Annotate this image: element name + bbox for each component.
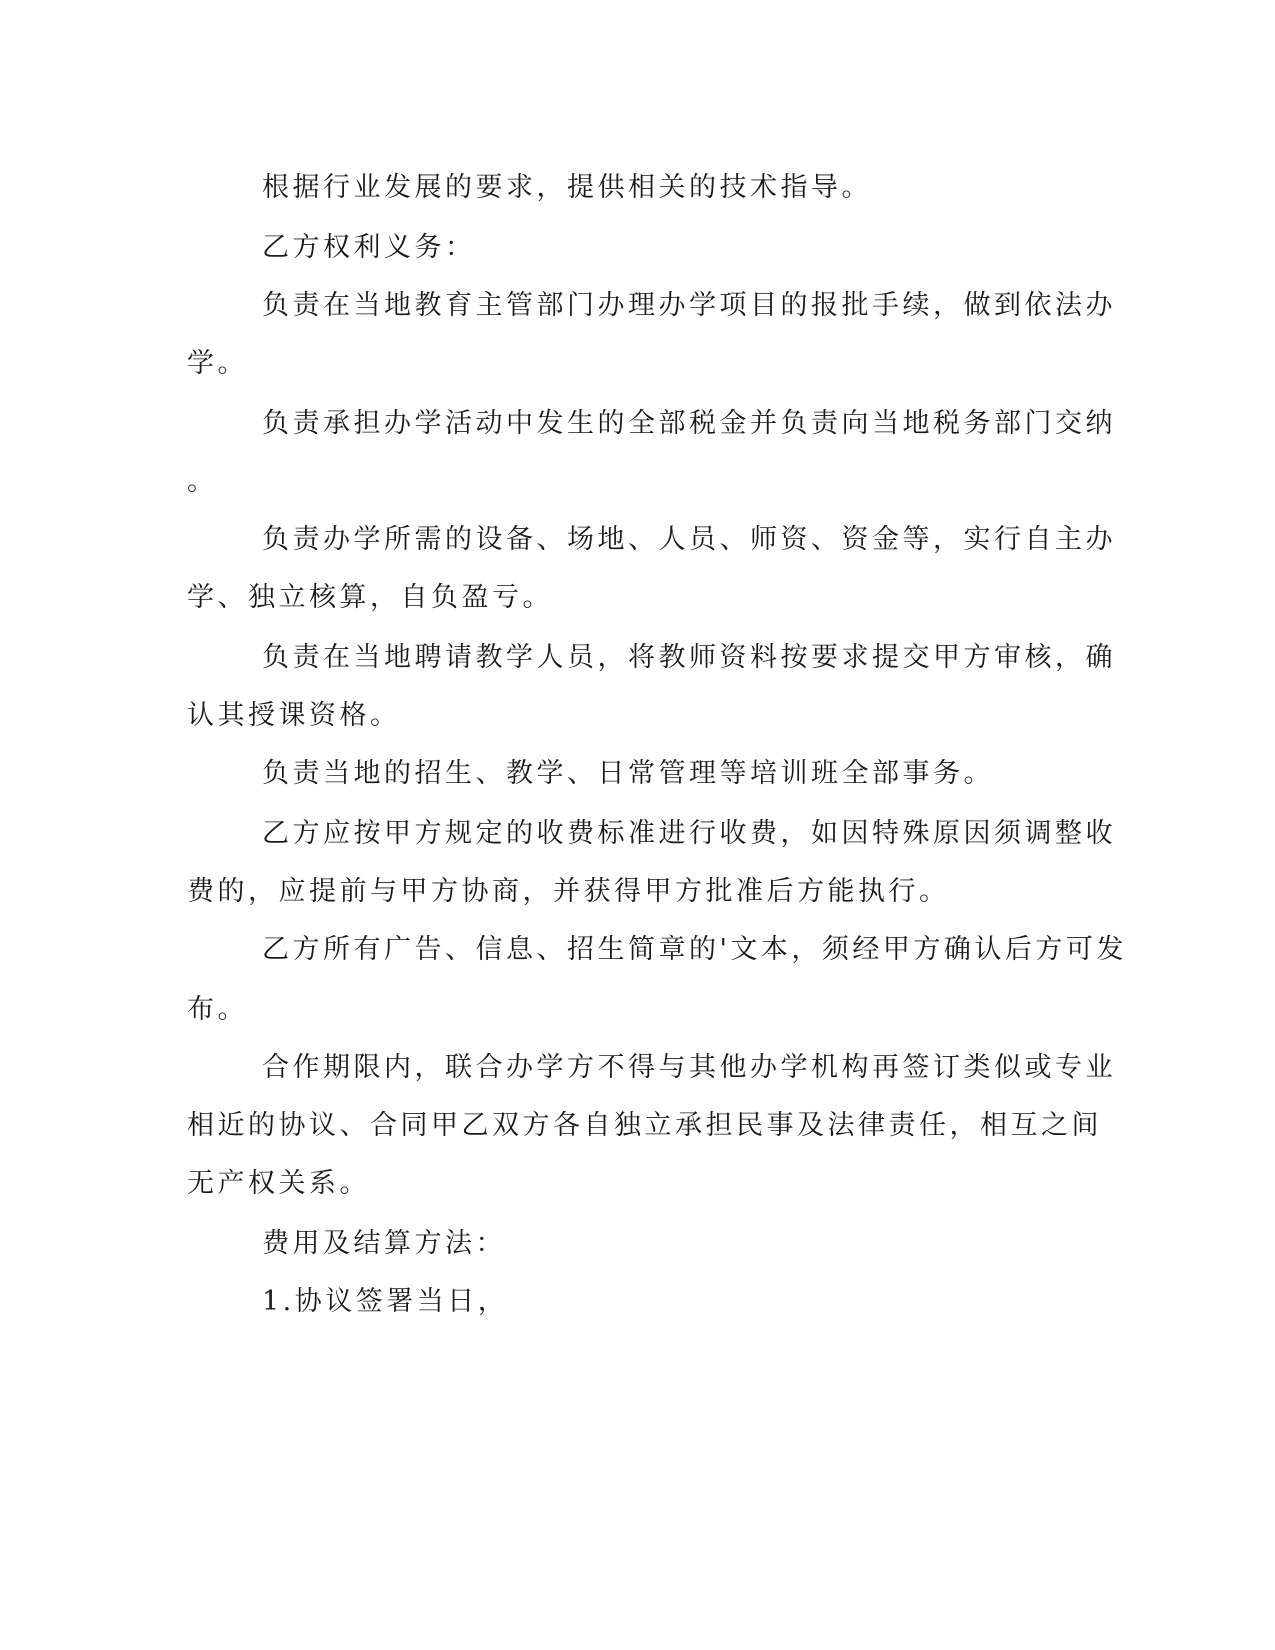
paragraph-line: 乙方应按甲方规定的收费标准进行收费，如因特殊原因须调整收 [262, 818, 1116, 849]
paragraph-line: 乙方所有广告、信息、招生简章的'文本，须经甲方确认后方可发 [262, 934, 1127, 965]
paragraph-line: 认其授课资格。 [187, 700, 401, 731]
section-heading: 费用及结算方法： [262, 1228, 506, 1259]
paragraph-line: 费的，应提前与甲方协商，并获得甲方批准后方能执行。 [187, 876, 950, 907]
paragraph-line: 相近的协议、合同甲乙双方各自独立承担民事及法律责任，相互之间 [187, 1110, 1102, 1141]
paragraph-line: 负责在当地教育主管部门办理办学项目的报批手续，做到依法办 [262, 290, 1116, 321]
paragraph-line: 无产权关系。 [187, 1168, 370, 1199]
paragraph-line: 负责承担办学活动中发生的全部税金并负责向当地税务部门交纳 [262, 408, 1116, 439]
paragraph-line: 布。 [187, 994, 248, 1025]
section-heading: 乙方权利义务： [262, 232, 476, 263]
paragraph-line: 合作期限内，联合办学方不得与其他办学机构再签订类似或专业 [262, 1052, 1116, 1083]
paragraph-line: 。 [187, 466, 218, 497]
paragraph-line: 负责办学所需的设备、场地、人员、师资、资金等，实行自主办 [262, 524, 1116, 555]
list-item: 1.协议签署当日， [262, 1286, 509, 1317]
paragraph-line: 学、独立核算，自负盈亏。 [187, 582, 553, 613]
paragraph-line: 根据行业发展的要求，提供相关的技术指导。 [262, 172, 872, 203]
paragraph-line: 学。 [187, 348, 248, 379]
paragraph-line: 负责当地的招生、教学、日常管理等培训班全部事务。 [262, 758, 994, 789]
paragraph-line: 负责在当地聘请教学人员，将教师资料按要求提交甲方审核，确 [262, 642, 1116, 673]
